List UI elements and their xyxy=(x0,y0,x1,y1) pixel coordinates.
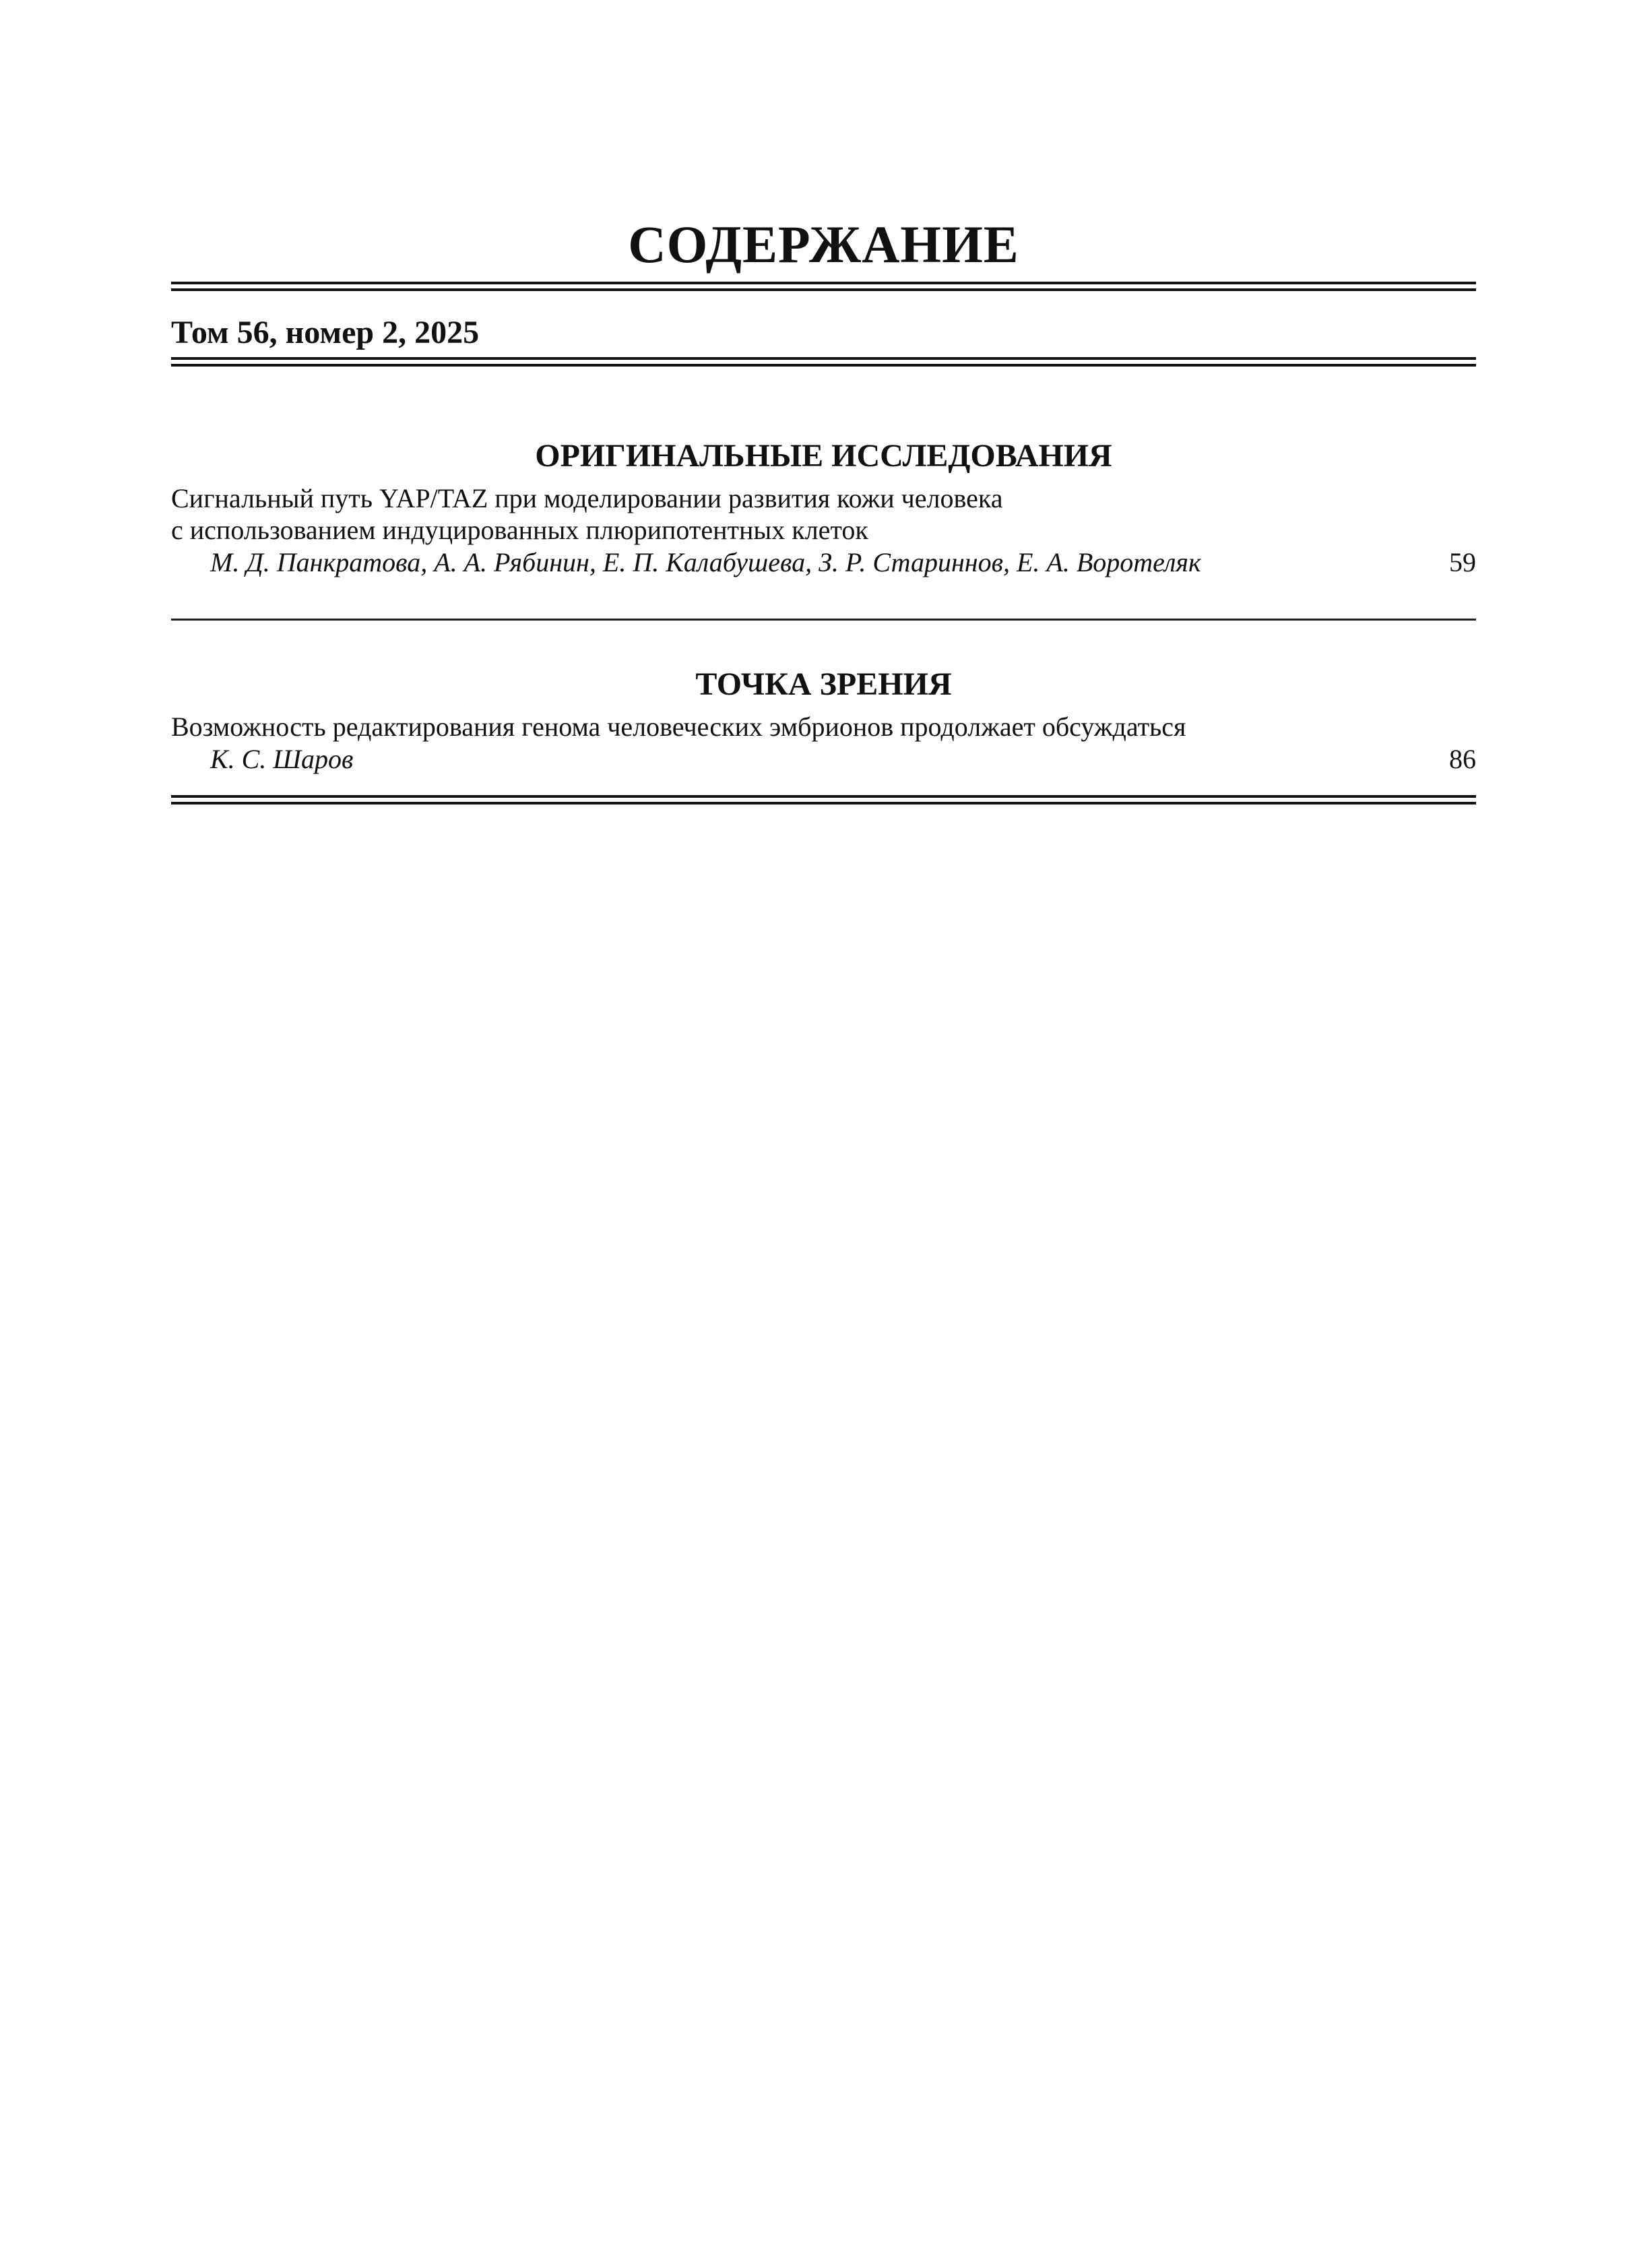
issue-label: Том 56, номер 2, 2025 xyxy=(171,315,480,350)
article-title-line[interactable]: Возможность редактирования генома человеческих эмбрионов продолжает обсуждаться xyxy=(171,712,1186,742)
contents-page xyxy=(171,0,1476,2268)
article-authors: К. С. Шаров xyxy=(210,744,354,774)
article-page-number[interactable]: 86 xyxy=(1449,744,1476,774)
article-page-number[interactable]: 59 xyxy=(1449,547,1476,577)
article-title-line[interactable]: Сигнальный путь YAP/TAZ при моделировании развития кожи человека xyxy=(171,483,1003,513)
article-authors: М. Д. Панкратова, А. А. Рябинин, Е. П. Калабушева, З. Р. Стариннов, Е. А. Воротеляк xyxy=(210,547,1201,577)
page-title: СОДЕРЖАНИЕ xyxy=(628,215,1019,274)
section-heading-original-research: ОРИГИНАЛЬНЫЕ ИССЛЕДОВАНИЯ xyxy=(535,438,1112,474)
issue-double-rule xyxy=(171,357,1476,367)
title-double-rule xyxy=(171,282,1476,291)
article-title-line[interactable]: с использованием индуцированных плюрипотентных клеток xyxy=(171,515,868,545)
section-heading-point-of-view: ТОЧКА ЗРЕНИЯ xyxy=(695,666,952,702)
bottom-double-rule xyxy=(171,795,1476,805)
section-divider xyxy=(171,619,1476,621)
